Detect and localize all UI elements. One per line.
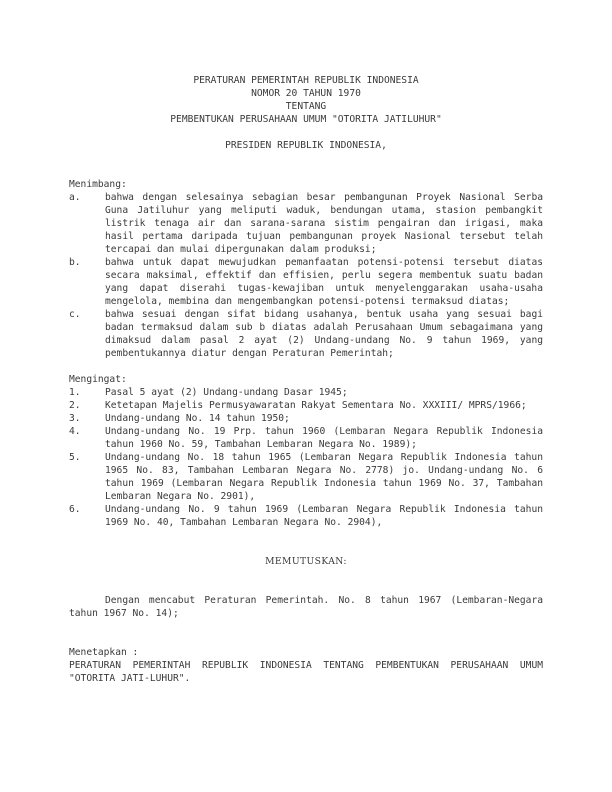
recalling-list (69, 386, 543, 529)
title-line-number: NOMOR 20 TAHUN 1970 (251, 88, 361, 99)
list-item-marker: 5. (69, 452, 81, 463)
recalling-label: Mengingat: (69, 374, 127, 385)
spacer (69, 126, 543, 139)
list-item-marker: 4. (69, 426, 81, 437)
spacer (69, 620, 543, 646)
list-item-text: Undang-undang No. 19 Prp. tahun 1960 (Lembaran Negara Republik Indonesia tahun 1960 No. 59, Tambahan Lembaran Negara No. 1989); (105, 426, 543, 450)
list-item (69, 503, 543, 529)
considering-list (69, 191, 543, 360)
list-item-marker: 2. (69, 400, 81, 411)
list-item (69, 399, 543, 412)
title-line-regulation: PERATURAN PEMERINTAH REPUBLIK INDONESIA (193, 75, 419, 86)
title-line-subject: PEMBENTUKAN PERUSAHAAN UMUM "OTORITA JATILUHUR" (170, 114, 442, 125)
list-item-marker: b. (69, 257, 81, 268)
list-item-text: Undang-undang No. 14 tahun 1950; (105, 413, 290, 424)
list-item-text: bahwa sesuai dengan sifat bidang usahanya, bentuk usaha yang sesuai bagi badan termaksud dalam sub b diatas adalah Perusahaan Umum sebagaimana yang dimaksud dalam pasal 2 ayat (2) Undang-undang No. 9 tahun 1969, yang pembentukannya diatur dengan Peraturan Pemerintah; (105, 309, 543, 359)
list-item-marker: 3. (69, 413, 81, 424)
list-item (69, 191, 543, 256)
spacer (69, 529, 543, 555)
considering-label: Menimbang: (69, 179, 127, 190)
list-item (69, 308, 543, 360)
revocation-paragraph: Dengan mencabut Peraturan Pemerintah. No. 8 tahun 1967 (Lembaran-Negara tahun 1967 No. 14); (69, 595, 543, 619)
list-item-text: Ketetapan Majelis Permusyawaratan Rakyat Sementara No. XXXIII/ MPRS/1966; (105, 400, 527, 411)
list-item (69, 412, 543, 425)
list-item-text: bahwa untuk dapat mewujudkan pemanfaatan potensi-potensi tersebut diatas secara maksimal, effektif dan effisien, perlu segera membentuk suatu badan yang dapat diserahi tugas-kewajiban untuk menyelenggarakan usaha-usaha mengelola, membina dan mengembangkan potensi-potensi termaksud diatas; (105, 257, 543, 307)
spacer (69, 360, 543, 373)
establishing-label: Menetapkan : (69, 647, 139, 658)
list-item-text: bahwa dengan selesainya sebagian besar pembangunan Proyek Nasional Serba Guna Jatiluhur yang meliputi waduk, bendungan utama, stasion pembangkit listrik tenaga air dan sarana-sarana sistim pengairan dan irigasi, maka hasil pertama daripada tujuan pembangunan proyek Nasional tersebut telah tercapai dan mulai dipergunakan dalam produksi; (105, 192, 543, 255)
decision-heading: MEMUTUSKAN: (265, 556, 347, 567)
list-item (69, 386, 543, 399)
list-item (69, 451, 543, 503)
list-item-marker: 1. (69, 387, 81, 398)
document-title-block (69, 74, 543, 126)
spacer (69, 152, 543, 178)
list-item-marker: c. (69, 309, 81, 320)
list-item-text: Undang-undang No. 18 tahun 1965 (Lembaran Negara Republik Indonesia tahun 1965 No. 83, Tambahan Lembaran Negara No. 2778) jo. Undang-undang No. 6 tahun 1969 (Lembaran Negara Republik Indonesia tahun 1969 No. 37, Tambahan Lembaran Negara No. 2901), (105, 452, 543, 502)
title-line-about: TENTANG (285, 101, 327, 112)
list-item-text: Pasal 5 ayat (2) Undang-undang Dasar 1945; (105, 387, 348, 398)
list-item (69, 425, 543, 451)
establishing-text: PERATURAN PEMERINTAH REPUBLIK INDONESIA TENTANG PEMBENTUKAN PERUSAHAAN UMUM "OTORITA JATI-LUHUR". (69, 660, 543, 684)
list-item-text: Undang-undang No. 9 tahun 1969 (Lembaran Negara Republik Indonesia tahun 1969 No. 40, Tambahan Lembaran Negara No. 2904), (105, 504, 543, 528)
list-item-marker: a. (69, 192, 81, 203)
list-item (69, 256, 543, 308)
authority-line: PRESIDEN REPUBLIK INDONESIA, (225, 140, 387, 151)
list-item-marker: 6. (69, 504, 81, 515)
document-body (69, 74, 543, 685)
spacer (69, 568, 543, 594)
